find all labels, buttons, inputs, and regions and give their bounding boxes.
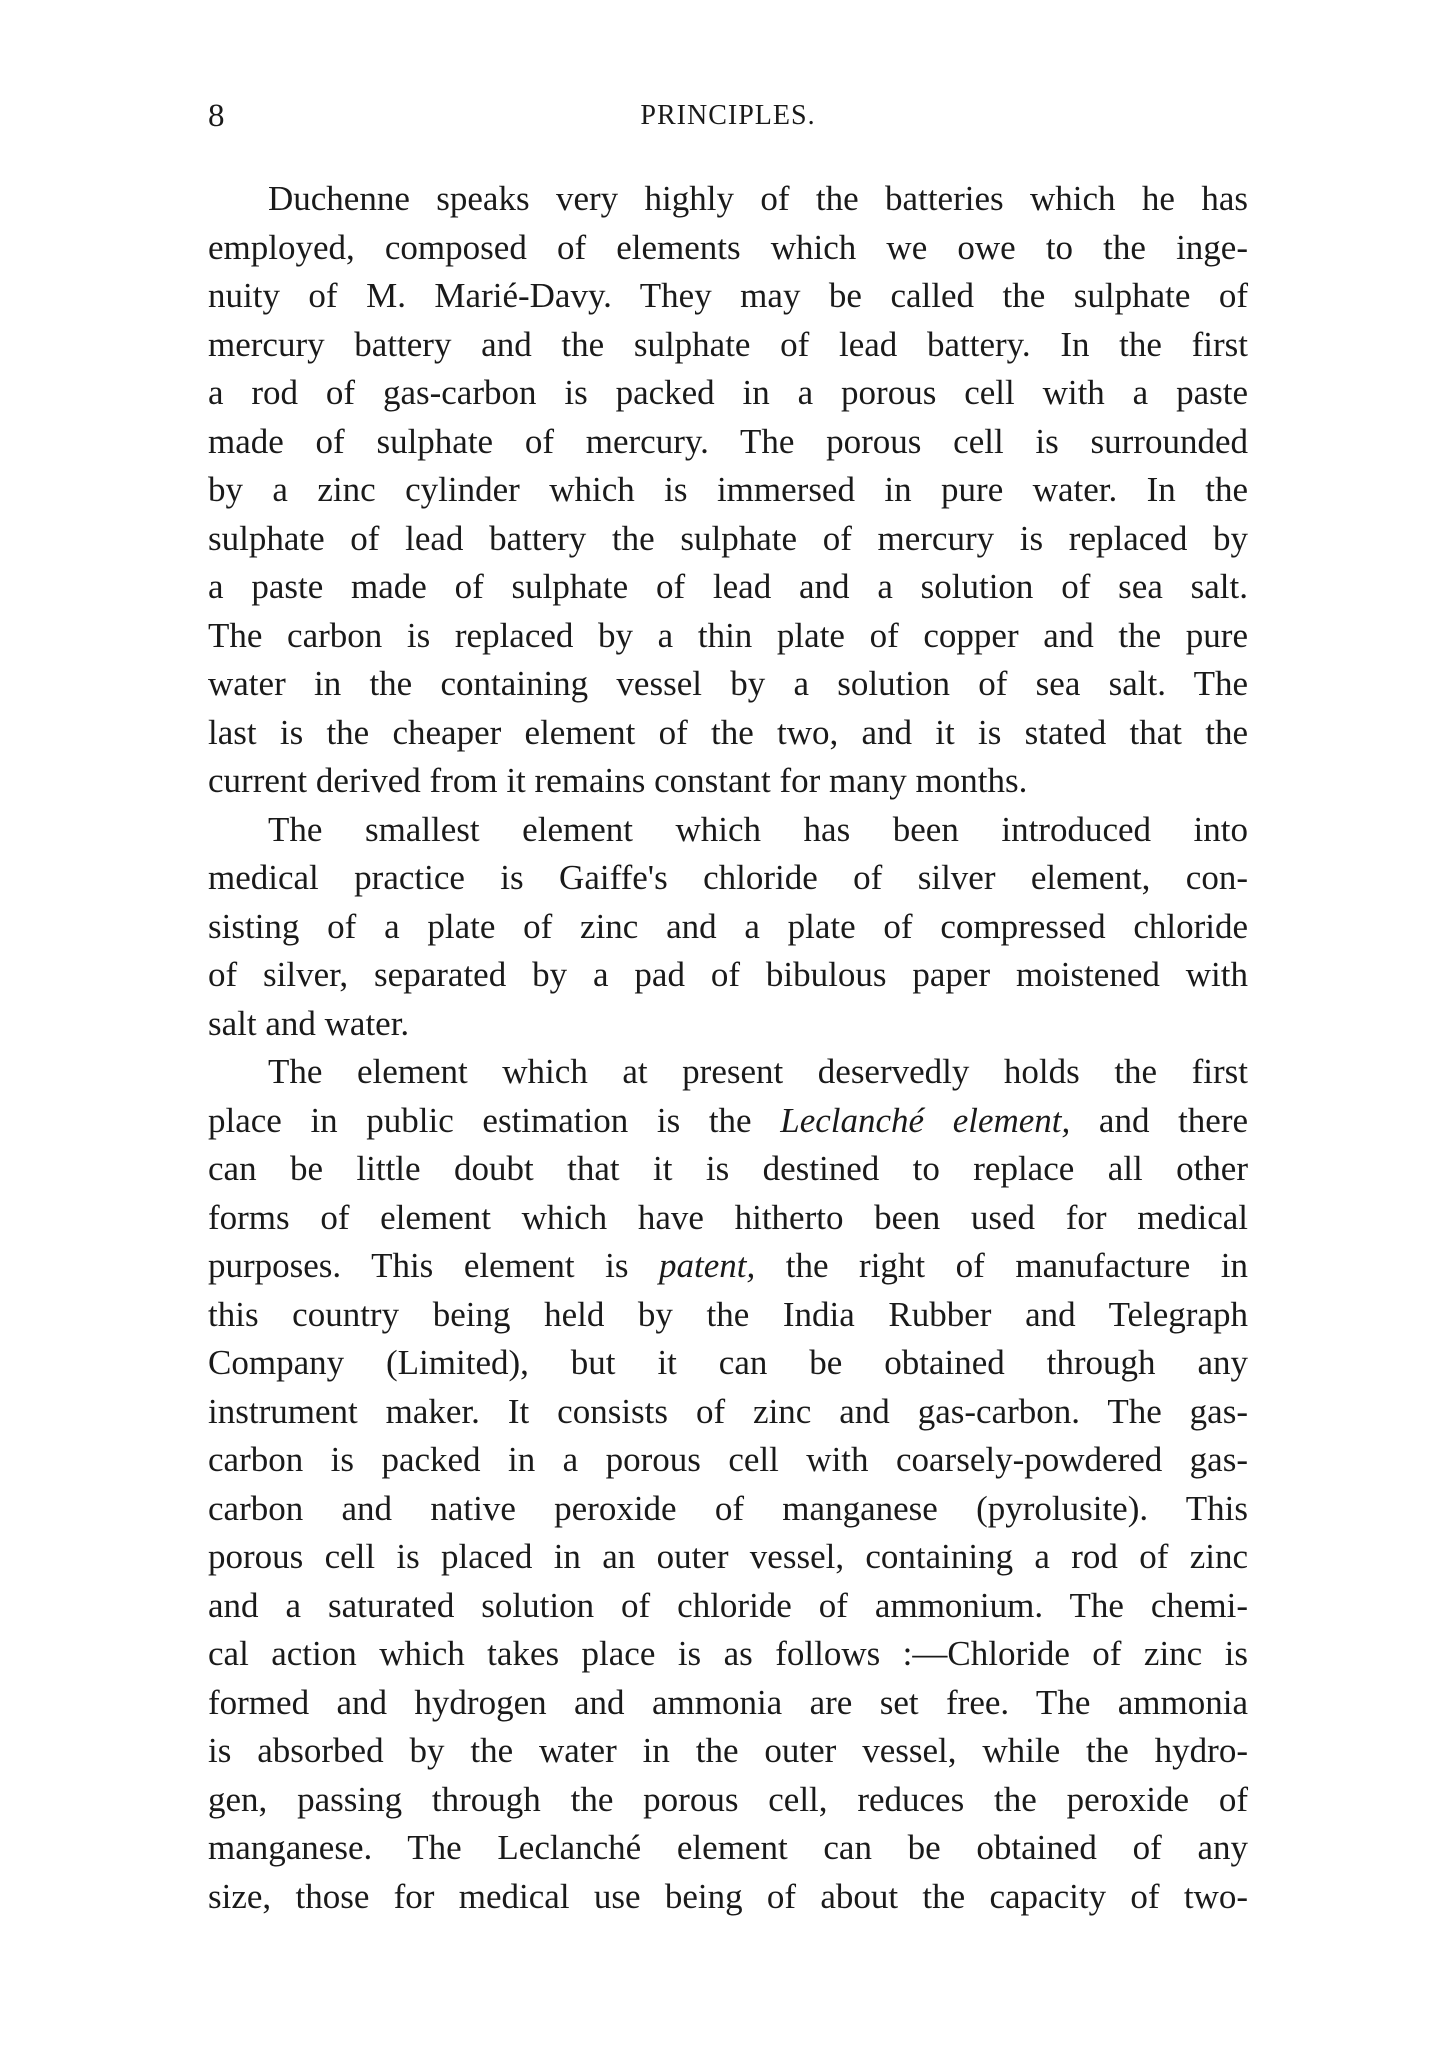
text-line: of silver, separated by a pad of bibulous paper moistened with: [208, 955, 1248, 994]
text-line: Company (Limited), but it can be obtained through any: [208, 1343, 1248, 1382]
text-line: a paste made of sulphate of lead and a solution of sea salt.: [208, 567, 1248, 606]
italic-term-patent: patent,: [659, 1246, 756, 1285]
text-line: water in the containing vessel by a solution of sea salt. The: [208, 664, 1248, 703]
text-line: carbon is packed in a porous cell with coarsely-powdered gas-: [208, 1440, 1248, 1479]
paragraph-1: [208, 175, 1248, 806]
text-line: nuity of M. Marié-Davy. They may be called the sulphate of: [208, 276, 1248, 315]
text-line: last is the cheaper element of the two, and it is stated that the: [208, 712, 1248, 752]
text-line: current derived from it remains constant for many months.: [208, 761, 1028, 800]
text-line: made of sulphate of mercury. The porous cell is surrounded: [208, 421, 1248, 461]
text-line: size, those for medical use being of about the capacity of two-: [208, 1876, 1248, 1916]
text-line: is absorbed by the water in the outer vessel, while the hydro-: [208, 1731, 1248, 1770]
text-run: place in public estimation is the: [208, 1100, 781, 1140]
text-line: employed, composed of elements which we owe to the inge-: [208, 227, 1248, 267]
italic-term-leclanche-element: Leclanché element,: [780, 1100, 1071, 1140]
text-line-mixed: [208, 1097, 1248, 1146]
text-line: carbon and native peroxide of manganese (pyrolusite). This: [208, 1488, 1248, 1528]
text-line: manganese. The Leclanché element can be obtained of any: [208, 1828, 1248, 1867]
running-title: PRINCIPLES.: [640, 100, 816, 131]
text-line: The element which at present deservedly holds the first: [268, 1052, 1248, 1091]
paragraph-3: [208, 1048, 1248, 1921]
paragraph-2: [208, 806, 1248, 1049]
text-run: the right of manufacture in: [755, 1246, 1248, 1285]
body-text: [208, 175, 1248, 1921]
text-line: forms of element which have hitherto been used for medical: [208, 1197, 1248, 1237]
text-line: sulphate of lead battery the sulphate of mercury is replaced by: [208, 518, 1248, 558]
text-run: purposes. This element is: [208, 1246, 659, 1285]
text-line: gen, passing through the porous cell, reduces the peroxide of: [208, 1779, 1248, 1819]
text-line: mercury battery and the sulphate of lead battery. In the first: [208, 324, 1248, 364]
text-line: this country being held by the India Rubber and Telegraph: [208, 1294, 1248, 1334]
text-line: a rod of gas-carbon is packed in a porous cell with a paste: [208, 373, 1248, 412]
text-line: and a saturated solution of chloride of ammonium. The chemi-: [208, 1585, 1248, 1625]
text-line: instrument maker. It consists of zinc and gas-carbon. The gas-: [208, 1391, 1248, 1431]
text-run: and there: [1070, 1100, 1249, 1140]
text-line: salt and water.: [208, 1003, 410, 1043]
text-line: Duchenne speaks very highly of the batteries which he has: [268, 179, 1248, 218]
text-line: can be little doubt that it is destined to replace all other: [208, 1149, 1248, 1188]
page-number: 8: [208, 98, 225, 134]
text-line: The smallest element which has been introduced into: [268, 809, 1248, 849]
page-header: [208, 96, 1248, 146]
text-line: The carbon is replaced by a thin plate of copper and the pure: [208, 615, 1248, 655]
text-line: sisting of a plate of zinc and a plate of compressed chloride: [208, 906, 1248, 946]
text-line: by a zinc cylinder which is immersed in pure water. In the: [208, 470, 1248, 509]
text-line: cal action which takes place is as follows :—Chloride of zinc is: [208, 1634, 1248, 1673]
text-line: porous cell is placed in an outer vessel, containing a rod of zinc: [208, 1537, 1248, 1576]
text-line-mixed: [208, 1242, 1248, 1291]
text-line: medical practice is Gaiffe's chloride of silver element, con-: [208, 858, 1248, 897]
text-line: formed and hydrogen and ammonia are set free. The ammonia: [208, 1682, 1248, 1722]
